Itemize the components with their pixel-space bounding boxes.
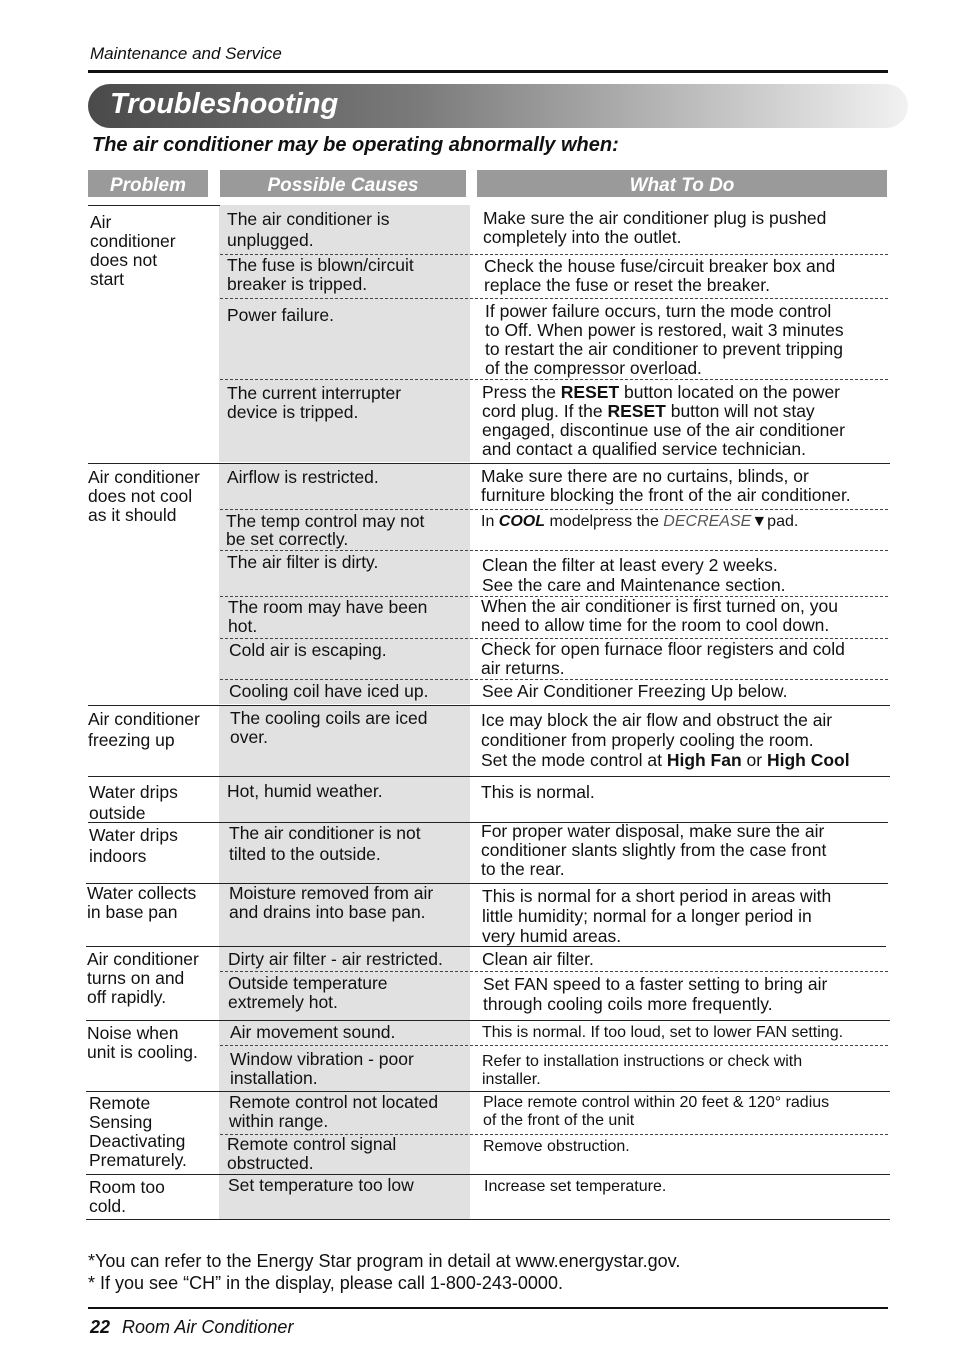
footnote-text: If you see “CH” in the display, please call 1-800-243-0000. [100,1273,563,1293]
todo-cell: This is normal. [481,782,595,802]
todo-text: Press the [482,382,561,402]
todo-cell: Clean air filter. [482,949,594,969]
todo-cell [481,710,850,770]
cause-cell: Outside temperature extremely hot. [228,973,388,1012]
footnote-mark: * [88,1251,96,1271]
cause-cell: The fuse is blown/circuit breaker is tripped. [227,255,414,294]
todo-text: or [741,750,767,770]
problem-cell: Water collects in base pan [87,883,197,922]
footnote [88,1250,680,1272]
footnote-text: You can refer to the Energy Star program in detail at www.energystar.gov. [95,1251,681,1271]
todo-cell: This is normal. If too loud, set to lower FAN setting. [482,1024,844,1041]
cause-cell: Power failure. [227,305,334,325]
todo-cell [481,513,798,531]
column-header-causes: Possible Causes [220,170,466,197]
problem-cell: Air conditioner does not start [90,212,176,289]
page-title: Troubleshooting [110,88,339,120]
cause-cell: Cold air is escaping. [229,640,387,660]
subrow-divider [220,509,888,510]
causes-background [219,464,470,704]
document-title: Room Air Conditioner [122,1317,294,1337]
cause-cell: Dirty air filter - air restricted. [228,949,443,969]
title-banner [88,84,908,128]
cause-cell: Air movement sound. [230,1022,396,1042]
todo-text: button will not stay engaged, discontinue use of the air conditioner and contact a qualified service technician. [482,401,845,459]
row-divider [86,1219,890,1220]
todo-cell [482,383,845,459]
cause-cell: Window vibration - poor installation. [230,1049,414,1088]
subrow-divider [220,379,888,380]
todo-cell: Place remote control within 20 feet & 120° radius of the front of the unit [483,1094,830,1129]
row-divider [88,205,220,206]
problem-cell: Noise when unit is cooling. [87,1023,198,1062]
todo-text: modelpress the [545,513,664,530]
problem-cell: Room too cold. [89,1177,165,1216]
row-divider [86,1020,890,1021]
row-divider [86,1091,890,1092]
row-divider [86,946,886,947]
footnote [88,1272,680,1294]
cause-cell: The current interrupter device is tripped. [227,383,402,422]
problem-cell: Remote Sensing Deactivating Prematurely. [89,1093,187,1170]
cause-cell: Set temperature too low [228,1175,414,1195]
todo-cell: Check for open furnace floor registers and cold air returns. [481,639,845,678]
problem-cell: Air conditioner does not cool as it should [88,467,200,525]
cause-cell: The temp control may not be set correctly. [226,511,425,549]
subrow-divider [220,298,888,299]
row-divider [88,776,890,777]
section-header: Maintenance and Service [90,44,282,63]
cause-cell: The air conditioner is not tilted to the outside. [229,823,421,864]
column-header-problem: Problem [88,170,208,197]
row-divider [88,463,890,464]
todo-cell: Make sure the air conditioner plug is pushed completely into the outlet. [483,208,827,247]
page-footer [90,1317,293,1338]
todo-cell: This is normal for a short period in areas with little humidity; normal for a longer period in very humid areas. [482,886,832,946]
cause-cell: Hot, humid weather. [227,781,383,801]
problem-cell: Air conditioner turns on and off rapidly. [87,949,199,1007]
header-rule [88,70,888,73]
subrow-divider [220,971,888,972]
high-cool-label: High Cool [766,750,850,770]
problem-cell: Air conditioner freezing up [88,709,200,750]
cool-mode-label: COOL [498,513,546,530]
decrease-label: DECREASE [663,513,752,530]
cause-cell: Remote control signal obstructed. [227,1134,397,1173]
todo-cell: When the air conditioner is first turned on, you need to allow time for the room to cool down. [481,596,838,635]
problem-cell: Water drips outside [89,782,178,823]
cause-cell: The air filter is dirty. [227,552,379,572]
cause-cell: The cooling coils are iced over. [230,708,428,747]
todo-cell: Refer to installation instructions or check with installer. [482,1053,803,1088]
cause-cell: Airflow is restricted. [227,467,379,487]
subrow-divider [220,679,888,680]
high-fan-label: High Fan [666,750,742,770]
todo-cell: If power failure occurs, turn the mode control to Off. When power is restored, wait 3 minutes to restart the air conditioner to prevent tripping of the compressor overload. [485,301,844,378]
cause-cell: The room may have been hot. [228,597,428,636]
row-divider [86,1174,890,1175]
subrow-divider [220,550,888,551]
todo-cell: Remove obstruction. [483,1138,630,1155]
page-subtitle: The air conditioner may be operating abnormally when: [92,134,619,156]
cause-cell: Moisture removed from air and drains into base pan. [229,883,434,922]
page-number: 22 [90,1317,111,1337]
reset-label: RESET [607,401,666,421]
todo-cell: Set FAN speed to a faster setting to bring air through cooling coils more frequently. [483,974,828,1014]
todo-text: pad. [767,513,799,530]
cause-cell: Remote control not located within range. [229,1092,439,1131]
todo-cell: Increase set temperature. [484,1178,667,1195]
footer-rule [88,1307,888,1309]
footnote-mark: * [88,1273,96,1293]
todo-cell: Clean the filter at least every 2 weeks. See the care and Maintenance section. [482,555,786,595]
todo-cell: See Air Conditioner Freezing Up below. [482,681,788,701]
footnotes [88,1250,680,1294]
todo-text: In [481,513,499,530]
down-arrow-icon: ▼ [751,513,768,530]
row-divider [88,705,890,706]
todo-cell: Make sure there are no curtains, blinds, or furniture blocking the front of the air conditioner. [481,466,851,505]
cause-cell: The air conditioner is unplugged. [227,209,390,250]
problem-cell: Water drips indoors [89,825,178,866]
todo-text: button located on the power cord plug. If the [482,382,841,421]
todo-cell: Check the house fuse/circuit breaker box and replace the fuse or reset the breaker. [484,256,836,295]
column-header-todo: What To Do [477,170,887,197]
todo-text: Ice may block the air flow and obstruct the air conditioner from properly cooling the room. Set the mode control at [481,710,833,770]
todo-cell: For proper water disposal, make sure the air conditioner slants slightly from the case front to the rear. [481,821,827,879]
row-divider [86,883,888,884]
cause-cell: Cooling coil have iced up. [229,681,429,701]
subrow-divider [220,1045,888,1046]
reset-label: RESET [560,382,620,402]
